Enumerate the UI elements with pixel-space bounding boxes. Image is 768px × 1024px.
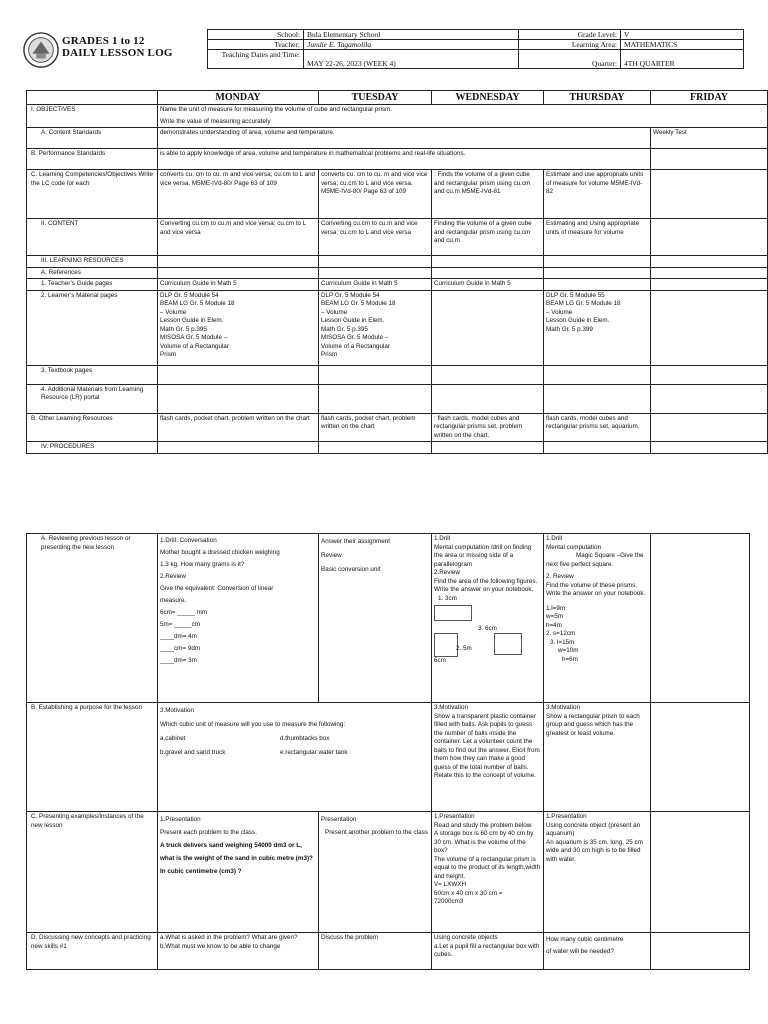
school-label: School: [208,30,304,40]
textbook-label: 3. Textbook pages [27,365,158,384]
rectangle-figure-2 [494,633,522,655]
textbook-row [27,365,768,384]
content-standards-text: demonstrates understanding of area, volume and temperature. [158,128,651,149]
references-label: A. References [27,267,158,279]
discussing-thu: How many cubic centimetre of water will be needed? [544,933,651,970]
objectives-line-1: Name the unit of measure for measuring the volume of cube and rectangular prism. [160,106,393,113]
review-label: A. Reviewing previous lesson or presenting the new lesson [27,534,158,703]
grade-label: Grade Level: [519,30,621,40]
lm-thu: DLP Gr. 5 Module 55 BEAM LG Gr. 5 Module 18 – Volume Lesson Guide in Elem. Math Gr. 5 p.399 [544,290,651,365]
examples-tue: Presentation Present another problem to the class [319,812,432,933]
competencies-row [27,170,768,219]
deped-seal-icon [22,31,60,69]
other-wed: : flash cards, model cubes and rectangular prisms set, problem written on the chart. [432,413,544,442]
examples-mon: 1.Presentation Present each problem to the class. A truck delivers sand weighing 54000 dm3 or L, what is the weight of the sand in cubic metre (m3)? In cubic centimetre (cm3) ? [158,812,319,933]
objectives-row [27,105,768,128]
other-tue: flash cards, pocket chart, problem written on the chart [319,413,432,442]
other-resources-row [27,413,768,442]
content-thu: Estimating and Using appropriate units of measure for volume [544,219,651,256]
content-label: II. CONTENT [27,219,158,256]
content-mon: Converting cu.cm to cu.m and vice versa; cu.cm to L and vice versa [158,219,319,256]
competencies-mon: converts cu. cm to cu. m and vice versa; cu.cm to L and vice versa. M5ME-IVd-80/ Page 63 of 109 [158,170,319,219]
competencies-tue: converts cu. cm to cu. m and vice vice versa; cu.cm to L and vice versa. M5ME-IVd-80/ Page 63 of 109 [319,170,432,219]
area-value: MATHEMATICS [621,40,744,50]
performance-standards-text: is able to apply knowledge of area, volume and temperature in mathematical problems and real-life situations. [158,149,651,170]
tg-pages-row [27,279,768,291]
additional-label: 4. Additional Materials from Learning Resource (LR) portal [27,384,158,413]
square-figure [434,605,472,621]
title-line-1: GRADES 1 to 12 [62,35,145,47]
content-fri [651,219,768,256]
grade-value: V [621,30,744,40]
objectives-line-2: Write the value of measuring accurately [160,117,271,125]
purpose-thu: 3.Motivation Show a rectangular prism to each group and guess which has the greatest or least volume. [544,703,651,812]
day-thursday: THURSDAY [544,91,651,105]
teacher-label: Teacher: [208,40,304,50]
content-standards-label: A. Content Standards [27,128,158,149]
review-thu: 1.Drill Mental computation Magic Square –Give the next five perfect square. 2. Review Find the volume of these prisms. Write the answer on your notebook. 1.l=9m w=5m h=4m 2. s=12cm 3. l=15m w=10m h=6m [544,534,651,703]
purpose-wed: 3.Motivation Show a transparent plastic container filled with balls. Ask pupils to guess the number of balls inside the container. Let a volunteer count the balls to find out the answer. Elicit from them how they can make a good guess of the total number of balls. Relate this to the concept of volume. [432,703,544,812]
quarter-value: 4TH QUARTER [621,50,744,69]
day-tuesday: TUESDAY [319,91,432,105]
lm-wed [432,290,544,365]
other-resources-label: B. Other Learning Resources [27,413,158,442]
discussing-wed: Using concrete objects a.Let a pupil fill a rectangular box with cubes. [432,933,544,970]
lm-pages-row [27,290,768,365]
purpose-label: B. Establishing a purpose for the lesson [27,703,158,812]
teacher-value: Jundie E. Tagamolila [304,40,519,50]
day-friday: FRIDAY [651,91,768,105]
day-monday: MONDAY [158,91,319,105]
dates-value: MAY 22-26, 2023 (WEEK 4) [304,50,519,69]
content-row [27,219,768,256]
weekly-test: Weekly Test [651,128,768,149]
discussing-mon: a.What is asked in the problem? What are given? b.What must we know to be able to change [158,933,319,970]
review-wed: 1.Drill Mental computation /drill on finding the area or missing side of a parallelogram 2.Review Find the area of the following figures. Write the answer on your notebook. 1. 3cm 3. 6cm 2. 5m 6cm [432,534,544,703]
day-wednesday: WEDNESDAY [432,91,544,105]
review-row [27,534,750,703]
area-label: Learning Area: [519,40,621,50]
tg-tue: Curriculum Guide in Math 5 [319,279,432,291]
performance-standards-row [27,149,768,170]
discussing-tue: Discuss the problem [319,933,432,970]
purpose-mon: 3.Motivation Which cubic unit of measure will you use to measure the following: a.cabinet d.thumbtacks box b.gravel and sand truck e.rectangular water tank [158,703,432,812]
review-tue: Answer their assignment Review Basic conversion unit [319,534,432,703]
info-table [207,29,744,69]
learning-resources-row [27,256,768,268]
competencies-thu: Estimate and use appropriate units of measure for volume M5ME-IVd-82 [544,170,651,219]
day-header-row [27,91,768,105]
school-value: Bula Elementary School [304,30,519,40]
other-thu: flash cards, model cubes and rectangular prisms set, aquarium. [544,413,651,442]
procedures-row [27,442,768,454]
references-row [27,267,768,279]
examples-wed: 1.Presentation Read and study the problem below. A storage box is 60 cm by 40 cm by 30 cm. What is the volume of the box? The volume of a rectangular prism is equal to the product of its length,width and height. V= LXWXH 60cm x 40 cm x 30 cm = 72000cm3 [432,812,544,933]
objectives-label: I. OBJECTIVES [27,105,158,128]
performance-standards-label: B. Performance Standards [27,149,158,170]
tg-wed: Curriculum Guide in Math 5 [432,279,544,291]
title-line-2: DAILY LESSON LOG [62,47,173,59]
lesson-table [26,90,768,454]
tg-mon: Curriculum Guide in Math 5 [158,279,319,291]
tg-pages-label: 1. Teacher’s Guide pages [27,279,158,291]
examples-row [27,812,750,933]
competencies-fri [651,170,768,219]
other-mon: flash cards, pocket chart, problem written on the chart [158,413,319,442]
content-wed: Finding the volume of a given cube and rectangular prism using cu.cm and cu.m [432,219,544,256]
lm-mon: DLP Gr. 5 Module 54 BEAM LG Gr. 5 Module 18 – Volume Lesson Guide in Elem. Math Gr. 5 p.395 MISOSA Gr. 5 Module – Volume of a Rectangular Prism [158,290,319,365]
examples-thu: 1.Presentation Using concrete object (present an aquarium) An aquarium is 35 cm. long, 25 cm wide and 30 cm high is to be filled with water. [544,812,651,933]
blank-head [27,91,158,105]
examples-label: C. Presenting examples/instances of the new lesson [27,812,158,933]
review-mon: 1.Drill: Conversation Mother bought a dressed chicken weighing 1.3 kg. How many grams is it? 2.Review Give the equivalent: Conversion of linear measure. 6cm= _____ mm 5m= _____cm ____dm= 4m ____cm= 9dm ____dm= 3m [158,534,319,703]
learning-resources-label: III. LEARNING RESOURCES [27,256,158,268]
discussing-label: D. Discussing new concepts and practicing new skills #1 [27,933,158,970]
discussing-row [27,933,750,970]
log-title [62,35,173,59]
purpose-row [27,703,750,812]
additional-row [27,384,768,413]
dates-label: Teaching Dates and Time: [208,50,304,69]
lm-pages-label: 2. Learner’s Material pages [27,290,158,365]
figures-area: 2. 5m [434,633,541,657]
procedures-label: IV. PROCEDURES [27,442,158,454]
content-tue: Converting cu.cm to cu.m and vice versa; cu.cm to L and vice versa [319,219,432,256]
procedures-table [26,533,750,970]
lm-tue: DLP Gr. 5 Module 54 BEAM LG Gr. 5 Module 18 – Volume Lesson Guide in Elem. Math Gr. 5 p.395 MISOSA Gr. 5 Module – Volume of a Rectangular Prism [319,290,432,365]
competencies-label: C. Learning Competencies/Objectives Write the LC code for each [27,170,158,219]
content-standards-row [27,128,768,149]
competencies-wed: : Finds the volume of a given cube and rectangular prism using cu.cm and cu.m M5ME-IVd-81 [432,170,544,219]
rectangle-figure-1 [434,633,458,657]
objectives-text [158,105,768,128]
quarter-label: Quarter: [519,50,621,69]
performance-friday [651,149,768,170]
